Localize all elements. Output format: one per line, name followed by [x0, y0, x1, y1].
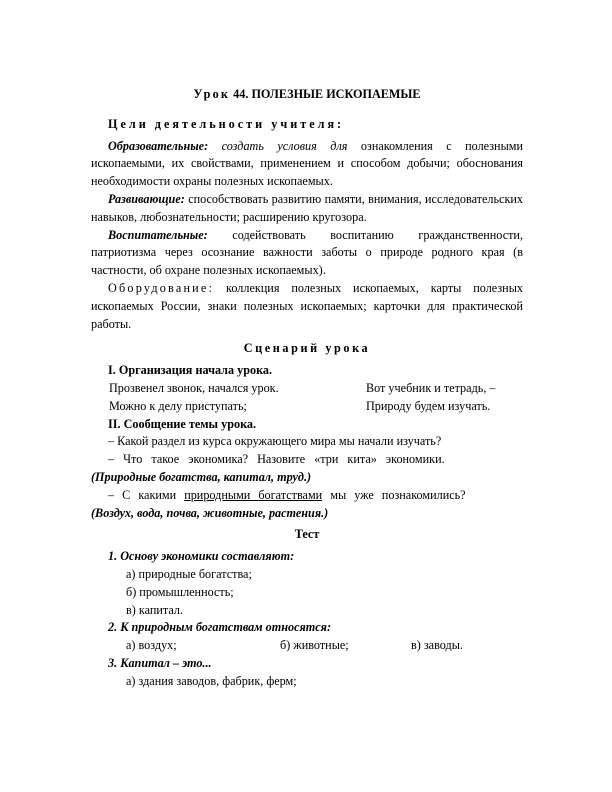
goal-educational — [91, 138, 523, 191]
poem-left: Можно к делу приступать; — [109, 398, 247, 413]
goal-educational-label: Образовательные: — [108, 138, 209, 153]
test-option: а) здания заводов, фабрик, ферм; — [126, 673, 297, 688]
goals-heading: Цели деятельности учителя: — [108, 116, 345, 131]
test-option: в) капитал. — [126, 602, 184, 617]
question-3-underlined: природными богатствами — [184, 487, 323, 502]
goal-educational-text: ознакомления с полезными ископаемыми, их свойствами, применением и способом добычи; обоснования необходимости охраны полезных ископаемых. — [91, 138, 523, 189]
page-title — [91, 86, 523, 104]
section-heading-1: I. Организация начала урока. — [108, 363, 273, 378]
goal-upbringing — [91, 227, 523, 280]
test-question-1: 1. Основу экономики составляют: — [108, 549, 295, 564]
equipment-label: Оборудование: — [108, 280, 215, 295]
goal-upbringing-text: содействовать воспитанию гражданственности, патриотизма через осознание важности заботы о природе родного края (в частности, об охране полезных ископаемых). — [91, 227, 523, 278]
question-2: – Что такое экономика? Назовите «три кита» экономики. — [108, 452, 445, 467]
test-option: а) воздух; — [126, 638, 177, 653]
poem-left: Прозвенел звонок, начался урок. — [109, 380, 279, 395]
answer-2: (Природные богатства, капитал, труд.) — [91, 469, 312, 484]
title-prefix: Урок — [193, 87, 231, 101]
question-1: – Какой раздел из курса окружающего мира мы начали изучать? — [108, 434, 442, 449]
section-heading-2: II. Сообщение темы урока. — [108, 416, 257, 431]
test-option: б) животные; — [280, 638, 349, 653]
scenario-heading: Сценарий урока — [243, 341, 371, 356]
poem-line-1 — [91, 380, 523, 398]
document-content — [91, 86, 523, 691]
test-option: б) промышленность; — [126, 584, 234, 599]
question-3 — [91, 487, 523, 505]
test-option: в) заводы. — [411, 638, 463, 653]
goal-developing-label: Развивающие: — [108, 191, 185, 206]
equipment — [91, 280, 523, 333]
goal-developing-text: способствовать развитию памяти, внимания, исследовательских навыков, любознательности; расширению кругозора. — [91, 191, 523, 224]
equipment-text: коллекция полезных ископаемых, карты полезных ископаемых России, знаки полезных ископаемых; карточки для практической работы. — [91, 280, 523, 331]
test-question-3: 3. Капитал – это... — [108, 655, 212, 670]
answer-3: (Воздух, вода, почва, животные, растения.) — [91, 505, 329, 520]
goal-developing — [91, 191, 523, 227]
poem-line-2 — [91, 398, 523, 416]
goal-educational-italic: создать условия для — [208, 138, 348, 153]
test-option: а) природные богатства; — [126, 566, 252, 581]
question-3-pre: – С какими — [108, 487, 185, 502]
poem-right: Природу будем изучать. — [366, 398, 491, 413]
poem-right: Вот учебник и тетрадь, – — [366, 380, 496, 395]
question-3-post: мы уже познакомились? — [322, 487, 466, 502]
title-rest: 44. ПОЛЕЗНЫЕ ИСКОПАЕМЫЕ — [230, 87, 421, 101]
test-question-2: 2. К природным богатствам относятся: — [108, 620, 332, 635]
test-options-row — [91, 637, 523, 655]
test-heading: Тест — [294, 527, 320, 542]
goal-upbringing-label: Воспитательные: — [108, 227, 208, 242]
